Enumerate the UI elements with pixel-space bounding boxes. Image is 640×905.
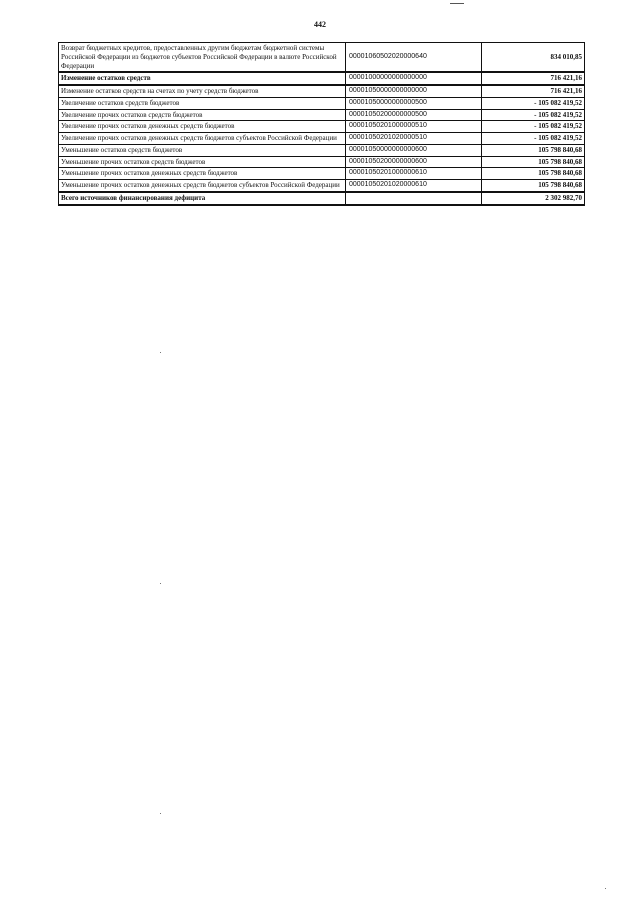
table-row [59, 97, 585, 109]
scan-speck [160, 813, 161, 814]
page-number: 442 [314, 20, 326, 29]
table-row [59, 180, 585, 192]
row-amount: 716 421,16 [482, 72, 585, 85]
row-amount: 2 302 982,70 [482, 192, 585, 205]
row-code: 00001000000000000000 [346, 72, 482, 85]
table-row [59, 144, 585, 156]
row-amount: 834 010,85 [482, 43, 585, 73]
row-amount: 105 798 840,68 [482, 168, 585, 180]
row-code: 00001050201020000510 [346, 133, 482, 145]
row-code: 00001050200000000500 [346, 109, 482, 121]
table-row [59, 133, 585, 145]
row-code: 00001050000000000600 [346, 144, 482, 156]
row-name: Всего источников финансирования дефицита [59, 192, 346, 205]
financing-sources-table [58, 42, 585, 206]
table-row [59, 168, 585, 180]
row-amount: - 105 082 419,52 [482, 97, 585, 109]
row-amount: 105 798 840,68 [482, 144, 585, 156]
row-amount: 716 421,16 [482, 85, 585, 97]
row-amount: 105 798 840,68 [482, 180, 585, 192]
row-code: 00001060502020000640 [346, 43, 482, 73]
table-row [59, 156, 585, 168]
row-amount: - 105 082 419,52 [482, 133, 585, 145]
scan-artifact [450, 3, 464, 4]
row-name: Изменение остатков средств на счетах по учету средств бюджетов [59, 85, 346, 97]
scan-speck [605, 888, 606, 889]
row-name: Увеличение прочих остатков денежных средств бюджетов [59, 121, 346, 133]
row-name: Уменьшение прочих остатков средств бюджетов [59, 156, 346, 168]
table-row [59, 85, 585, 97]
table-row [59, 109, 585, 121]
scan-speck [160, 352, 161, 353]
row-amount: - 105 082 419,52 [482, 109, 585, 121]
row-code [346, 192, 482, 205]
row-code: 00001050000000000500 [346, 97, 482, 109]
scan-speck [160, 583, 161, 584]
row-code: 00001050201020000610 [346, 180, 482, 192]
row-name: Уменьшение прочих остатков денежных средств бюджетов субъектов Российской Федерации [59, 180, 346, 192]
row-name: Изменение остатков средств [59, 72, 346, 85]
row-name: Возврат бюджетных кредитов, предоставленных другим бюджетам бюджетной системы Российской Федерации из бюджетов субъектов Российской Федерации в валюте Российской Федерации [59, 43, 346, 73]
table-row [59, 121, 585, 133]
row-code: 00001050201000000510 [346, 121, 482, 133]
table-row-total [59, 192, 585, 205]
row-amount: 105 798 840,68 [482, 156, 585, 168]
row-code: 00001050000000000000 [346, 85, 482, 97]
table-row [59, 43, 585, 73]
row-name: Увеличение остатков средств бюджетов [59, 97, 346, 109]
table-row [59, 72, 585, 85]
row-name: Уменьшение остатков средств бюджетов [59, 144, 346, 156]
row-code: 00001050200000000600 [346, 156, 482, 168]
row-name: Уменьшение прочих остатков денежных средств бюджетов [59, 168, 346, 180]
row-name: Увеличение прочих остатков денежных средств бюджетов субъектов Российской Федерации [59, 133, 346, 145]
row-amount: - 105 082 419,52 [482, 121, 585, 133]
row-code: 00001050201000000610 [346, 168, 482, 180]
row-name: Увеличение прочих остатков средств бюджетов [59, 109, 346, 121]
